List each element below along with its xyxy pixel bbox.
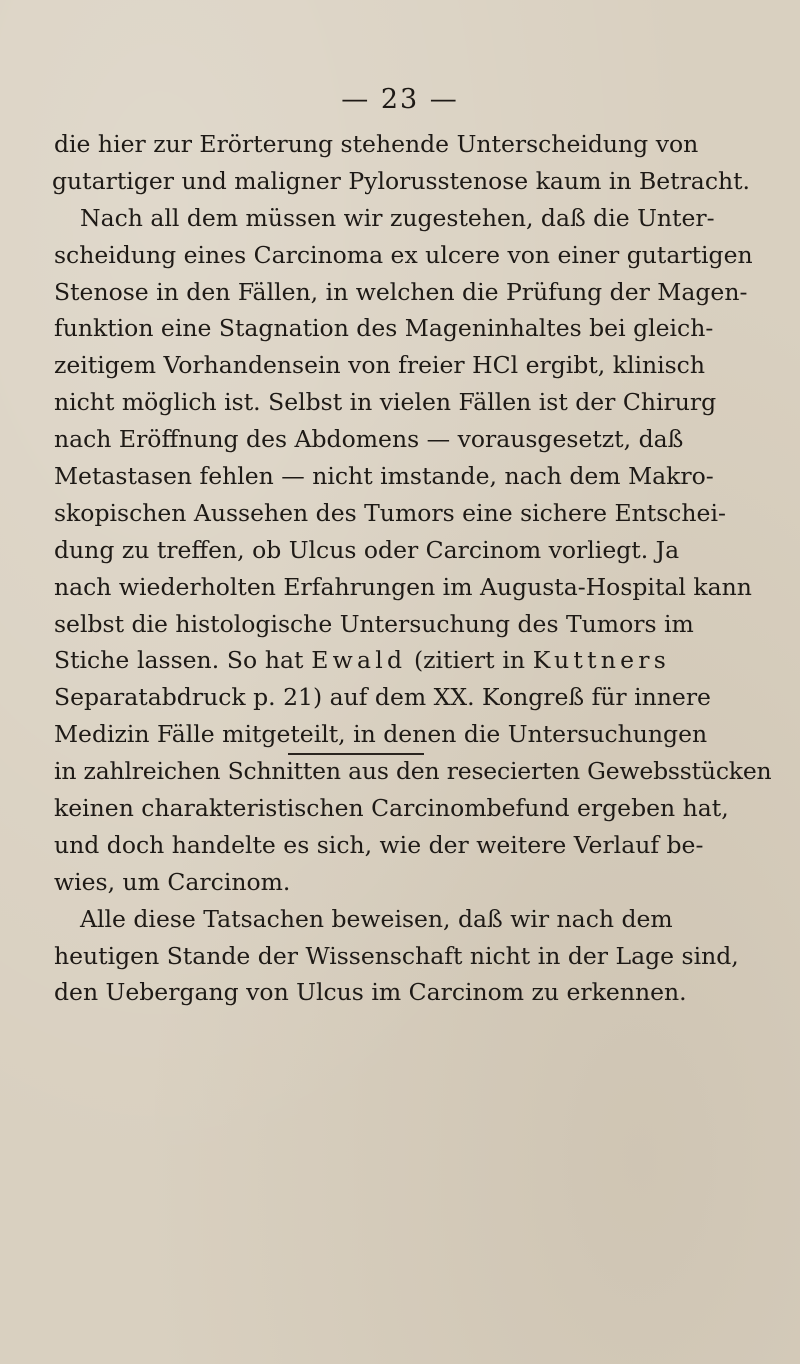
section-divider [288,753,424,755]
text-line: den Uebergang von Ulcus im Carcinom zu erkennen. [54,978,687,1007]
text-line: selbst die histologische Untersuchung des Tumors im [54,609,694,638]
text-line: Separatabdruck p. 21) auf dem XX. Kongreß für innere [54,683,711,712]
text-line: und doch handelte es sich, wie der weitere Verlauf be- [54,830,704,859]
text-line: Nach all dem müssen wir zugestehen, daß die Unter- [80,203,715,232]
text-line: nicht möglich ist. Selbst in vielen Fällen ist der Chirurg [54,388,717,417]
text-line: keinen charakteristischen Carcinombefund ergeben hat, [54,794,729,823]
text-segment: Stiche lassen. So hat [54,646,312,675]
text-line: Stenose in den Fällen, in welchen die Prüfung der Magen- [54,277,748,306]
text-line: wies, um Carcinom. [54,867,291,896]
text-line: nach wiederholten Erfahrungen im Augusta-Hospital kann [54,572,752,601]
text-line: scheidung eines Carcinoma ex ulcere von einer gutartigen [54,240,753,269]
text-segment: (zitiert in [406,646,533,675]
text-line: Metastasen fehlen — nicht imstande, nach dem Makro- [54,462,714,491]
body-text [52,126,772,1011]
text-line: zeitigem Vorhandensein von freier HCl ergibt, klinisch [54,351,705,380]
text-line [54,642,670,679]
text-line: nach Eröffnung des Abdomens — vorausgesetzt, daß [54,425,684,454]
text-line: in zahlreichen Schnitten aus den resecierten Gewebsstücken [54,757,772,786]
text-line: skopischen Aussehen des Tumors eine sichere Entschei- [54,498,726,527]
author-name-kuttner: Kuttners [532,646,671,675]
text-line: Alle diese Tatsachen beweisen, daß wir nach dem [80,904,673,933]
text-line: Medizin Fälle mitgeteilt, in denen die Untersuchungen [54,720,708,749]
text-line: dung zu treffen, ob Ulcus oder Carcinom vorliegt. Ja [54,535,680,564]
page-number: — 23 — [341,84,459,115]
text-line: gutartiger und maligner Pylorusstenose kaum in Betracht. [52,166,751,195]
text-line: funktion eine Stagnation des Mageninhaltes bei gleich- [54,314,714,343]
text-line: heutigen Stande der Wissenschaft nicht in der Lage sind, [54,941,739,970]
text-line: die hier zur Erörterung stehende Unterscheidung von [54,130,699,158]
author-name-ewald: Ewald [311,646,407,675]
